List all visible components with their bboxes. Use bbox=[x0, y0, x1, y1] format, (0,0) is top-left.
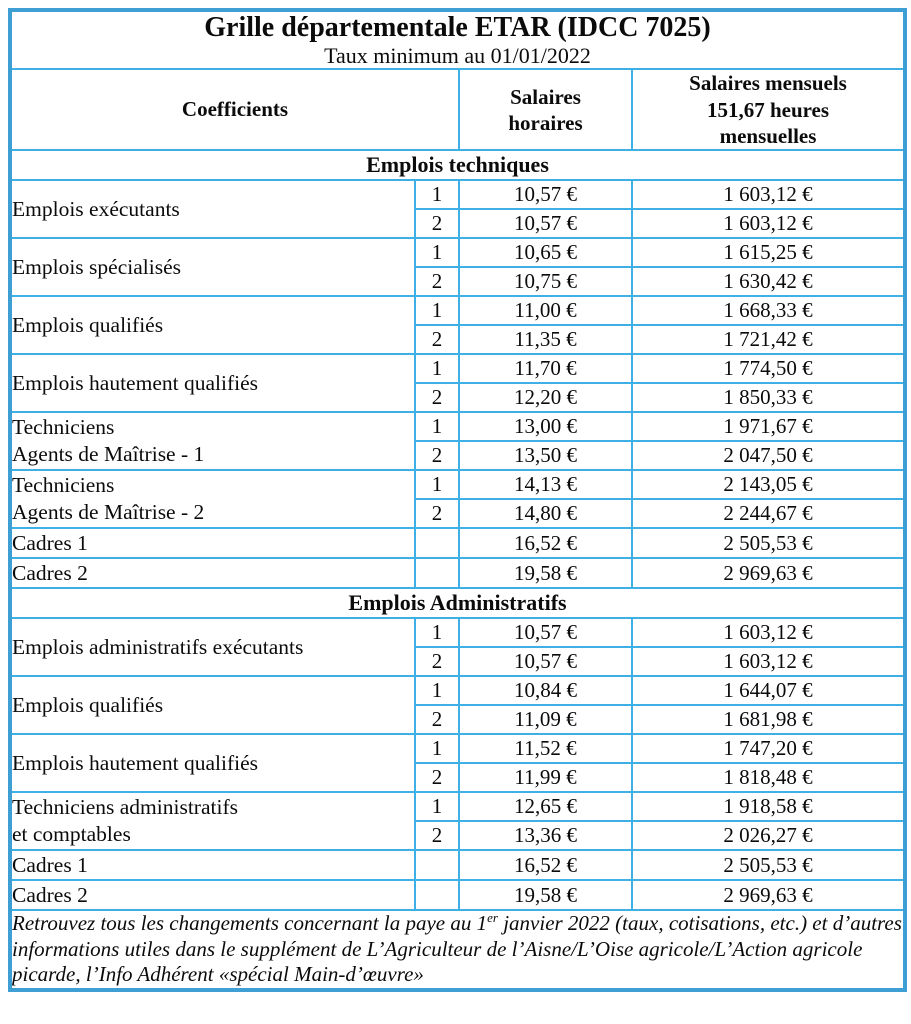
coef-cell: 1 bbox=[415, 354, 459, 383]
coef-cell: 2 bbox=[415, 763, 459, 792]
monthly-cell: 2 047,50 € bbox=[632, 441, 905, 470]
hourly-cell: 11,00 € bbox=[459, 296, 632, 325]
label-techniciens-adm-comptables: Techniciens administratifs et comptables bbox=[10, 792, 415, 850]
table-row bbox=[10, 618, 905, 647]
monthly-cell: 1 630,42 € bbox=[632, 267, 905, 296]
label-techniciens-am1: Techniciens Agents de Maîtrise - 1 bbox=[10, 412, 415, 470]
table-row bbox=[10, 880, 905, 910]
hourly-cell: 12,20 € bbox=[459, 383, 632, 412]
monthly-cell: 1 747,20 € bbox=[632, 734, 905, 763]
label-emplois-executants: Emplois exécutants bbox=[10, 180, 415, 238]
coef-cell: 2 bbox=[415, 821, 459, 850]
monthly-cell: 2 969,63 € bbox=[632, 880, 905, 910]
label-emplois-specialises: Emplois spécialisés bbox=[10, 238, 415, 296]
label-cadres1-adm: Cadres 1 bbox=[10, 850, 415, 880]
title-band bbox=[10, 10, 905, 69]
table-row bbox=[10, 850, 905, 880]
hourly-cell: 13,36 € bbox=[459, 821, 632, 850]
monthly-cell: 1 644,07 € bbox=[632, 676, 905, 705]
column-header-monthly-label: Salaires mensuels 151,67 heures mensuelles bbox=[689, 71, 847, 148]
hourly-cell: 14,13 € bbox=[459, 470, 632, 499]
monthly-cell: 1 850,33 € bbox=[632, 383, 905, 412]
monthly-cell: 2 026,27 € bbox=[632, 821, 905, 850]
coef-cell: 2 bbox=[415, 267, 459, 296]
label-cadres2-adm: Cadres 2 bbox=[10, 880, 415, 910]
table-row bbox=[10, 412, 905, 441]
monthly-cell: 1 603,12 € bbox=[632, 209, 905, 238]
footer-text-end: janvier 2022 (taux, cotisations, etc.) et d’autres informations utiles dans le supplément de L’Agriculteur de l’Aisne/L’Oise agricole/L’Action agricole picarde, l’Info Adhérent «spécial Main-d’œuvre» bbox=[12, 911, 902, 987]
table-row bbox=[10, 676, 905, 705]
hourly-cell: 10,57 € bbox=[459, 618, 632, 647]
coef-cell: 2 bbox=[415, 441, 459, 470]
table-row bbox=[10, 734, 905, 763]
hourly-cell: 13,00 € bbox=[459, 412, 632, 441]
column-header-hourly-label: Salaires horaires bbox=[508, 84, 583, 135]
coef-cell: 1 bbox=[415, 734, 459, 763]
page-title: Grille départementale ETAR (IDCC 7025) bbox=[204, 12, 711, 43]
label-techniciens-am2: Techniciens Agents de Maîtrise - 2 bbox=[10, 470, 415, 528]
label-cadres2-tech: Cadres 2 bbox=[10, 558, 415, 588]
hourly-cell: 10,84 € bbox=[459, 676, 632, 705]
hourly-cell: 11,52 € bbox=[459, 734, 632, 763]
monthly-cell: 1 603,12 € bbox=[632, 180, 905, 209]
footer-superscript: er bbox=[487, 910, 498, 926]
hourly-cell: 19,58 € bbox=[459, 558, 632, 588]
table-row bbox=[10, 470, 905, 499]
coef-cell: 2 bbox=[415, 499, 459, 528]
monthly-cell: 1 668,33 € bbox=[632, 296, 905, 325]
table-row bbox=[10, 354, 905, 383]
table-row bbox=[10, 558, 905, 588]
section-row-techniques bbox=[10, 150, 905, 180]
label-emplois-hautement-qualifies-adm: Emplois hautement qualifiés bbox=[10, 734, 415, 792]
hourly-cell: 10,57 € bbox=[459, 209, 632, 238]
hourly-cell: 13,50 € bbox=[459, 441, 632, 470]
coef-cell bbox=[415, 558, 459, 588]
table-row bbox=[10, 528, 905, 558]
hourly-cell: 14,80 € bbox=[459, 499, 632, 528]
monthly-cell: 1 603,12 € bbox=[632, 618, 905, 647]
column-header-coefficients: Coefficients bbox=[10, 69, 459, 150]
label-emplois-qualifies-tech: Emplois qualifiés bbox=[10, 296, 415, 354]
coef-cell: 1 bbox=[415, 470, 459, 499]
monthly-cell: 2 505,53 € bbox=[632, 528, 905, 558]
monthly-cell: 1 615,25 € bbox=[632, 238, 905, 267]
coef-cell: 2 bbox=[415, 325, 459, 354]
coef-cell bbox=[415, 880, 459, 910]
table-row bbox=[10, 180, 905, 209]
footer-row bbox=[10, 910, 905, 990]
table-row bbox=[10, 296, 905, 325]
hourly-cell: 16,52 € bbox=[459, 528, 632, 558]
coef-cell: 1 bbox=[415, 792, 459, 821]
monthly-cell: 1 774,50 € bbox=[632, 354, 905, 383]
section-row-administratifs bbox=[10, 588, 905, 618]
label-emplois-hautement-qualifies-tech: Emplois hautement qualifiés bbox=[10, 354, 415, 412]
coef-cell bbox=[415, 850, 459, 880]
hourly-cell: 12,65 € bbox=[459, 792, 632, 821]
monthly-cell: 2 244,67 € bbox=[632, 499, 905, 528]
label-cadres1-tech: Cadres 1 bbox=[10, 528, 415, 558]
table-row bbox=[10, 792, 905, 821]
hourly-cell: 10,57 € bbox=[459, 180, 632, 209]
footer-text-start: Retrouvez tous les changements concernant la paye au 1 bbox=[12, 911, 488, 936]
hourly-cell: 10,65 € bbox=[459, 238, 632, 267]
salary-grid-table bbox=[8, 8, 907, 992]
monthly-cell: 1 918,58 € bbox=[632, 792, 905, 821]
hourly-cell: 19,58 € bbox=[459, 880, 632, 910]
coef-cell: 1 bbox=[415, 296, 459, 325]
coef-cell: 2 bbox=[415, 383, 459, 412]
hourly-cell: 11,09 € bbox=[459, 705, 632, 734]
monthly-cell: 2 143,05 € bbox=[632, 470, 905, 499]
label-emplois-qualifies-adm: Emplois qualifiés bbox=[10, 676, 415, 734]
monthly-cell: 2 505,53 € bbox=[632, 850, 905, 880]
section-header-administratifs: Emplois Administratifs bbox=[10, 588, 905, 618]
coef-cell: 1 bbox=[415, 676, 459, 705]
hourly-cell: 10,57 € bbox=[459, 647, 632, 676]
footer-note bbox=[10, 910, 905, 990]
monthly-cell: 1 721,42 € bbox=[632, 325, 905, 354]
page-subtitle: Taux minimum au 01/01/2022 bbox=[324, 43, 591, 69]
monthly-cell: 1 681,98 € bbox=[632, 705, 905, 734]
coef-cell bbox=[415, 528, 459, 558]
hourly-cell: 11,99 € bbox=[459, 763, 632, 792]
monthly-cell: 1 818,48 € bbox=[632, 763, 905, 792]
coef-cell: 2 bbox=[415, 647, 459, 676]
coef-cell: 1 bbox=[415, 618, 459, 647]
coef-cell: 1 bbox=[415, 238, 459, 267]
coef-cell: 2 bbox=[415, 705, 459, 734]
hourly-cell: 11,35 € bbox=[459, 325, 632, 354]
coef-cell: 1 bbox=[415, 412, 459, 441]
table-row bbox=[10, 238, 905, 267]
label-adm-executants: Emplois administratifs exécutants bbox=[10, 618, 415, 676]
section-header-techniques: Emplois techniques bbox=[10, 150, 905, 180]
hourly-cell: 10,75 € bbox=[459, 267, 632, 296]
hourly-cell: 16,52 € bbox=[459, 850, 632, 880]
column-header-monthly bbox=[632, 69, 905, 150]
monthly-cell: 1 971,67 € bbox=[632, 412, 905, 441]
column-header-row bbox=[10, 69, 905, 150]
title-row bbox=[10, 10, 905, 69]
coef-cell: 1 bbox=[415, 180, 459, 209]
coef-cell: 2 bbox=[415, 209, 459, 238]
monthly-cell: 1 603,12 € bbox=[632, 647, 905, 676]
hourly-cell: 11,70 € bbox=[459, 354, 632, 383]
column-header-hourly bbox=[459, 69, 632, 150]
monthly-cell: 2 969,63 € bbox=[632, 558, 905, 588]
